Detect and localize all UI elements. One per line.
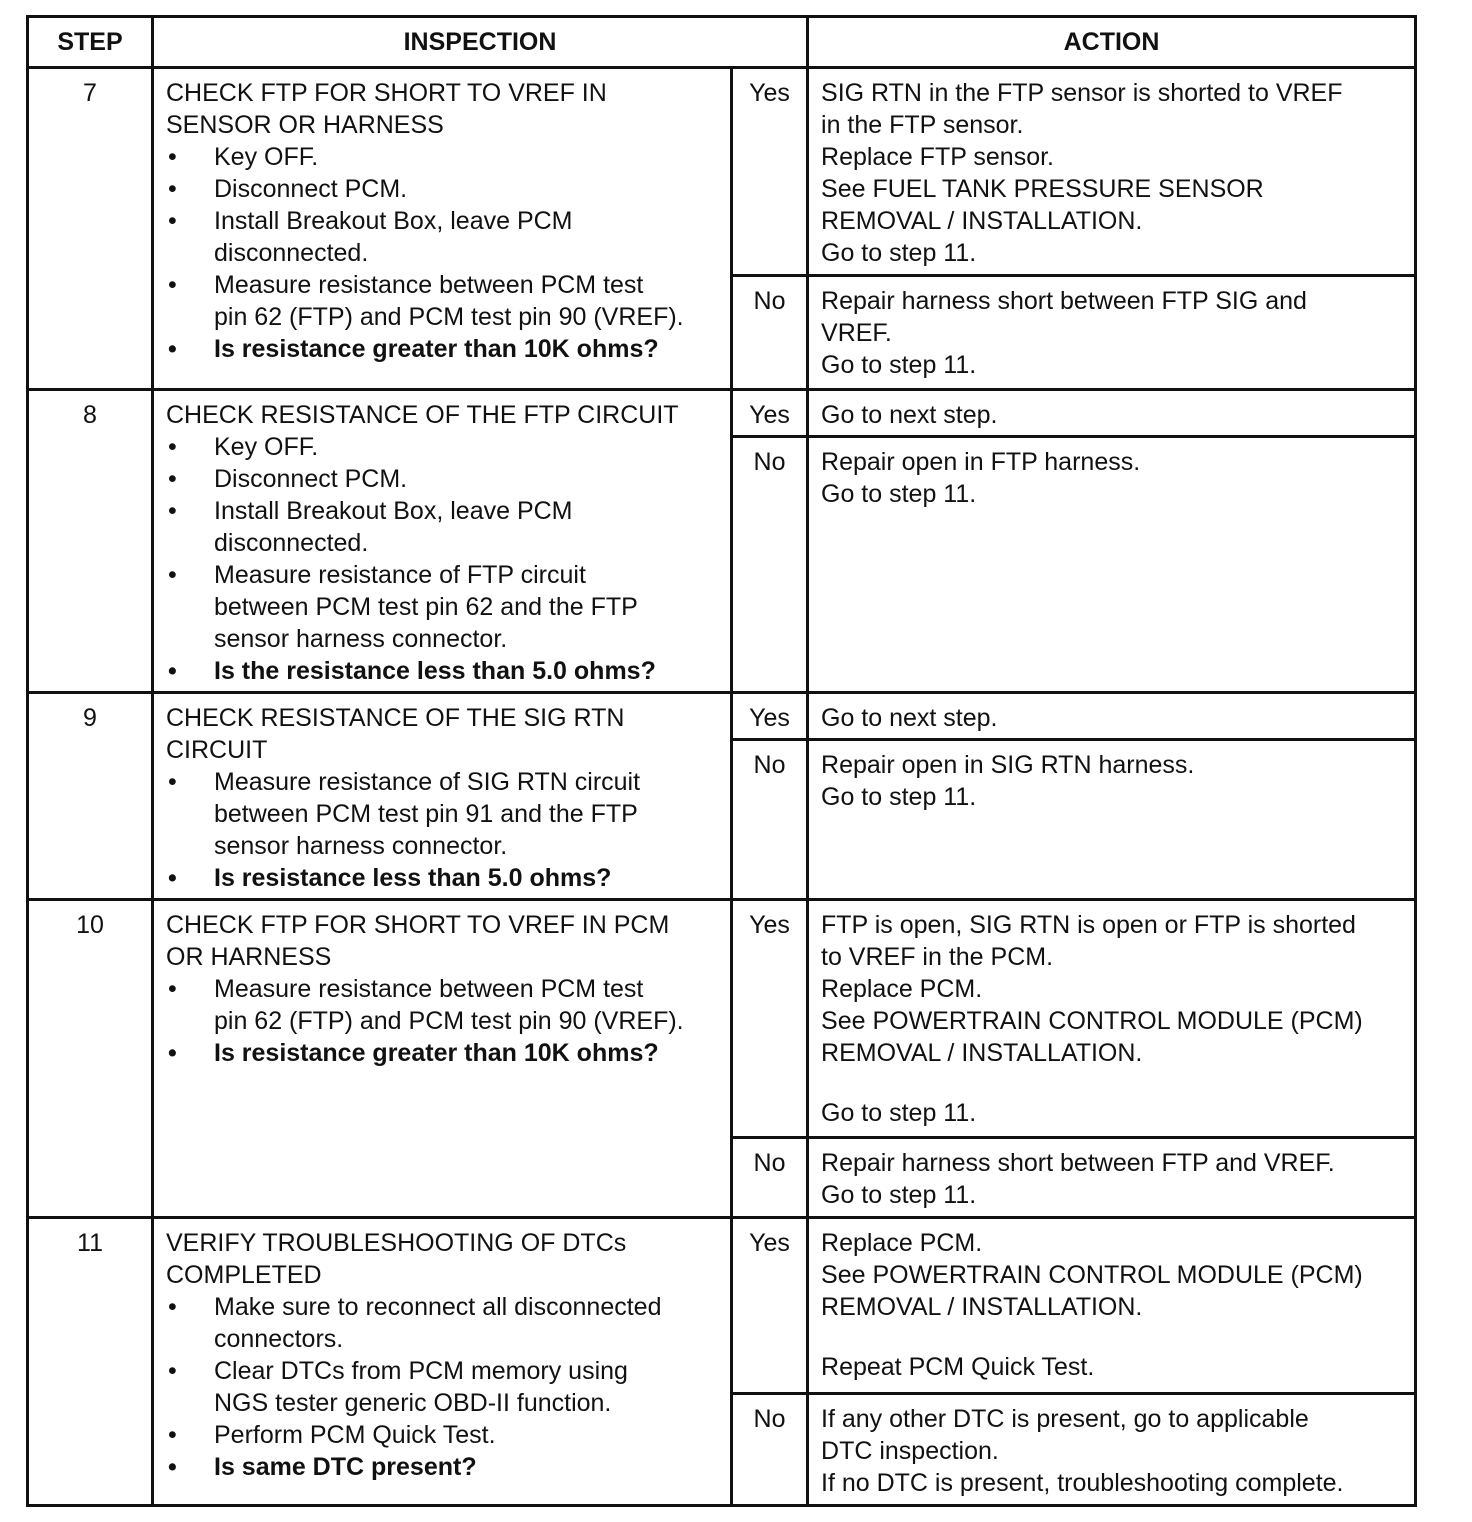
- question-text: [214, 862, 724, 894]
- bullet-text-line: NGS tester generic OBD-II function.: [214, 1389, 612, 1417]
- bullet-icon: •: [168, 1039, 177, 1067]
- bullet-icon: •: [168, 657, 177, 685]
- inspection-question: [166, 1037, 724, 1069]
- inspection-cell: [153, 693, 732, 900]
- yes-label: Yes: [732, 900, 808, 1138]
- bullet-text: [214, 973, 724, 1037]
- inspection-bullet-item: [166, 269, 724, 333]
- bullet-text: [214, 463, 724, 495]
- bullet-icon: •: [168, 433, 177, 461]
- header-row: [28, 17, 1416, 68]
- bullet-icon: •: [168, 864, 177, 892]
- inspection-title-line: SENSOR OR HARNESS: [166, 111, 444, 139]
- bullet-text-line: Measure resistance of FTP circuit: [214, 561, 586, 589]
- action-line: REMOVAL / INSTALLATION.: [821, 1293, 1143, 1321]
- step-row: [28, 900, 1416, 1138]
- inspection-bullet-item: [166, 973, 724, 1037]
- bullet-text: [214, 559, 724, 655]
- step-number: 10: [28, 900, 153, 1218]
- action-line: SIG RTN in the FTP sensor is shorted to VREF: [821, 79, 1343, 107]
- bullet-icon: •: [168, 497, 177, 525]
- action-line: Repair open in SIG RTN harness.: [821, 751, 1195, 780]
- no-action: [808, 1394, 1416, 1506]
- bullet-text-line: Install Breakout Box, leave PCM: [214, 207, 573, 235]
- question-line: Is resistance greater than 10K ohms?: [214, 335, 659, 363]
- bullet-text-line: Install Breakout Box, leave PCM: [214, 497, 573, 525]
- action-line: Repeat PCM Quick Test.: [821, 1353, 1095, 1381]
- action-line: See FUEL TANK PRESSURE SENSOR: [821, 175, 1264, 203]
- bullet-icon: •: [168, 143, 177, 171]
- bullet-text-line: pin 62 (FTP) and PCM test pin 90 (VREF).: [214, 1007, 684, 1035]
- bullet-text: [214, 1419, 724, 1451]
- action-line: in the FTP sensor.: [821, 111, 1024, 139]
- bullet-icon: •: [168, 465, 177, 493]
- action-line: Go to step 11.: [821, 783, 977, 812]
- bullet-text-line: Make sure to reconnect all disconnected: [214, 1293, 662, 1321]
- step-row: [28, 68, 1416, 276]
- bullet-text-line: disconnected.: [214, 239, 369, 267]
- inspection-bullet-item: [166, 1355, 724, 1419]
- inspection-bullet-item: [166, 766, 724, 862]
- step-number: 11: [28, 1218, 153, 1506]
- bullet-text: [214, 766, 724, 862]
- bullet-icon: •: [168, 175, 177, 203]
- action-line: If no DTC is present, troubleshooting complete.: [821, 1469, 1344, 1497]
- bullet-icon: •: [168, 335, 177, 363]
- inspection-bullet-item: [166, 173, 724, 205]
- bullet-text-line: Measure resistance between PCM test: [214, 271, 644, 299]
- bullet-text: [214, 1291, 724, 1355]
- bullet-text: [214, 431, 724, 463]
- inspection-bullet-item: [166, 1291, 724, 1355]
- step-row: [28, 693, 1416, 740]
- question-text: [214, 1451, 724, 1483]
- inspection-bullet-item: [166, 205, 724, 269]
- inspection-title-line: COMPLETED: [166, 1261, 322, 1289]
- step-number: 9: [28, 693, 153, 900]
- inspection-cell: [153, 900, 732, 1218]
- action-line: Replace PCM.: [821, 975, 983, 1003]
- action-line: [821, 1069, 1408, 1097]
- bullet-text-line: sensor harness connector.: [214, 832, 508, 860]
- bullet-text: [214, 495, 724, 559]
- bullet-icon: •: [168, 207, 177, 235]
- step-header: STEP: [28, 17, 153, 68]
- bullet-text-line: between PCM test pin 91 and the FTP: [214, 800, 638, 828]
- inspection-bullet-item: [166, 559, 724, 655]
- action-line: See POWERTRAIN CONTROL MODULE (PCM): [821, 1261, 1363, 1289]
- troubleshooting-table: [26, 15, 1417, 1507]
- inspection-question: [166, 862, 724, 894]
- inspection-header: INSPECTION: [153, 17, 808, 68]
- action-line: DTC inspection.: [821, 1437, 999, 1465]
- bullet-text: [214, 205, 724, 269]
- bullet-icon: •: [168, 271, 177, 299]
- inspection-bullet-item: [166, 1419, 724, 1451]
- no-label: No: [732, 1394, 808, 1506]
- bullet-text-line: Disconnect PCM.: [214, 175, 408, 203]
- action-line: If any other DTC is present, go to applicable: [821, 1405, 1309, 1433]
- bullet-icon: •: [168, 975, 177, 1003]
- bullet-text-line: sensor harness connector.: [214, 625, 508, 653]
- action-line: Go to step 11.: [821, 239, 977, 267]
- step-number: 8: [28, 390, 153, 693]
- bullet-icon: •: [168, 1293, 177, 1321]
- action-header: ACTION: [808, 17, 1416, 68]
- question-line: Is resistance less than 5.0 ohms?: [214, 864, 612, 892]
- bullet-text-line: pin 62 (FTP) and PCM test pin 90 (VREF).: [214, 303, 684, 331]
- inspection-question: [166, 655, 724, 687]
- no-label: No: [732, 276, 808, 390]
- action-line: FTP is open, SIG RTN is open or FTP is shorted: [821, 911, 1356, 939]
- no-action: [808, 1138, 1416, 1218]
- yes-label: Yes: [732, 390, 808, 437]
- inspection-title-line: CHECK RESISTANCE OF THE SIG RTN: [166, 704, 625, 732]
- inspection-question: [166, 333, 724, 365]
- bullet-icon: •: [168, 561, 177, 589]
- bullet-text-line: Disconnect PCM.: [214, 465, 408, 493]
- bullet-text: [214, 173, 724, 205]
- inspection-bullet-item: [166, 431, 724, 463]
- inspection-title-line: CHECK FTP FOR SHORT TO VREF IN PCM: [166, 911, 670, 939]
- inspection-title-line: VERIFY TROUBLESHOOTING OF DTCs: [166, 1229, 627, 1257]
- step-row: [28, 390, 1416, 437]
- action-line: Go to step 11.: [821, 480, 977, 508]
- yes-action: [808, 693, 1416, 740]
- inspection-cell: [153, 1218, 732, 1506]
- action-line: to VREF in the PCM.: [821, 943, 1054, 971]
- inspection-title-line: OR HARNESS: [166, 943, 332, 971]
- bullet-text: [214, 269, 724, 333]
- bullet-icon: •: [168, 1421, 177, 1449]
- inspection-cell: [153, 68, 732, 390]
- action-line: REMOVAL / INSTALLATION.: [821, 207, 1143, 235]
- yes-action: [808, 900, 1416, 1138]
- no-action: [808, 276, 1416, 390]
- bullet-text-line: Measure resistance of SIG RTN circuit: [214, 768, 641, 796]
- bullet-text-line: Key OFF.: [214, 143, 319, 171]
- bullet-text-line: Key OFF.: [214, 433, 319, 461]
- bullet-text: [214, 1355, 724, 1419]
- yes-label: Yes: [732, 693, 808, 740]
- question-text: [214, 333, 724, 365]
- bullet-text: [214, 141, 724, 173]
- question-line: Is same DTC present?: [214, 1453, 477, 1481]
- question-line: Is the resistance less than 5.0 ohms?: [214, 657, 656, 685]
- action-line: Replace PCM.: [821, 1229, 983, 1257]
- question-text: [214, 1037, 724, 1069]
- no-action: [808, 740, 1416, 900]
- action-line: Go to step 11.: [821, 351, 977, 379]
- bullet-icon: •: [168, 768, 177, 796]
- no-label: No: [732, 437, 808, 693]
- inspection-title-line: CHECK RESISTANCE OF THE FTP CIRCUIT: [166, 401, 679, 429]
- inspection-question: [166, 1451, 724, 1483]
- inspection-cell: [153, 390, 732, 693]
- bullet-text-line: between PCM test pin 62 and the FTP: [214, 593, 638, 621]
- bullet-text-line: connectors.: [214, 1325, 344, 1353]
- action-line: Repair harness short between FTP SIG and: [821, 287, 1307, 315]
- action-line: Go to step 11.: [821, 1181, 977, 1209]
- no-action: [808, 437, 1416, 693]
- question-text: [214, 655, 724, 687]
- bullet-text-line: disconnected.: [214, 529, 369, 557]
- bullet-icon: •: [168, 1357, 177, 1385]
- bullet-text-line: Measure resistance between PCM test: [214, 975, 644, 1003]
- step-row: [28, 1218, 1416, 1394]
- step-number: 7: [28, 68, 153, 390]
- inspection-bullet-item: [166, 463, 724, 495]
- action-line: Go to next step.: [821, 704, 998, 732]
- yes-label: Yes: [732, 1218, 808, 1394]
- action-line: Repair harness short between FTP and VREF.: [821, 1149, 1335, 1177]
- question-line: Is resistance greater than 10K ohms?: [214, 1039, 659, 1067]
- inspection-title-line: CHECK FTP FOR SHORT TO VREF IN: [166, 79, 607, 107]
- inspection-title-line: CIRCUIT: [166, 736, 268, 764]
- action-line: Repair open in FTP harness.: [821, 448, 1141, 476]
- yes-action: [808, 1218, 1416, 1394]
- no-label: No: [732, 740, 808, 900]
- action-line: See POWERTRAIN CONTROL MODULE (PCM): [821, 1007, 1363, 1035]
- bullet-text-line: Perform PCM Quick Test.: [214, 1421, 496, 1449]
- bullet-icon: •: [168, 1453, 177, 1481]
- inspection-bullet-item: [166, 141, 724, 173]
- bullet-text-line: Clear DTCs from PCM memory using: [214, 1357, 628, 1385]
- action-line: Go to step 11.: [821, 1099, 977, 1127]
- action-line: Replace FTP sensor.: [821, 143, 1054, 171]
- yes-action: [808, 390, 1416, 437]
- action-line: VREF.: [821, 319, 892, 347]
- inspection-bullet-item: [166, 495, 724, 559]
- action-line: Go to next step.: [821, 401, 998, 429]
- no-label: No: [732, 1138, 808, 1218]
- action-line: [821, 1323, 1408, 1351]
- yes-action: [808, 68, 1416, 276]
- yes-label: Yes: [732, 68, 808, 276]
- action-line: REMOVAL / INSTALLATION.: [821, 1039, 1143, 1067]
